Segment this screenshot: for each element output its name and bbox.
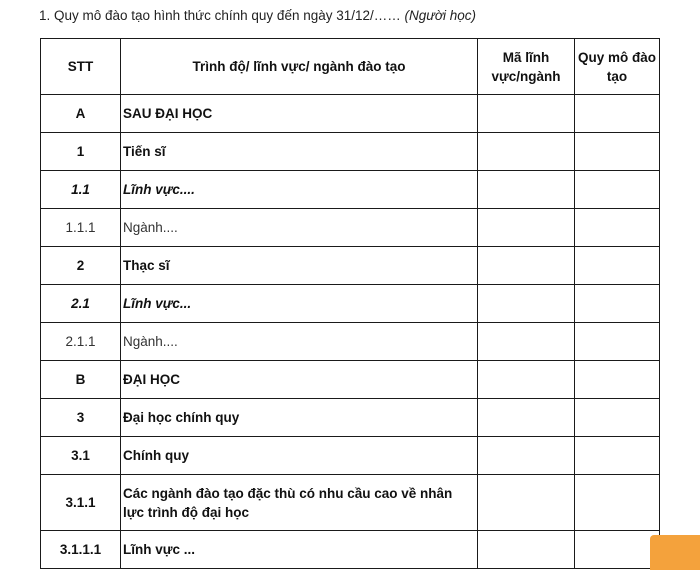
row-code-cell <box>478 133 575 171</box>
row-program-name: Tiến sĩ <box>121 133 478 171</box>
row-stt: 3.1.1 <box>41 475 121 531</box>
row-program-name: Lĩnh vực... <box>121 285 478 323</box>
row-stt: 3.1 <box>41 437 121 475</box>
table-row <box>41 285 660 323</box>
header-scale: Quy mô đào tạo <box>575 39 660 95</box>
header-stt: STT <box>41 39 121 95</box>
row-scale-cell <box>575 361 660 399</box>
row-stt: 3 <box>41 399 121 437</box>
row-scale-cell <box>575 95 660 133</box>
row-code-cell <box>478 209 575 247</box>
table-row <box>41 361 660 399</box>
table-row <box>41 171 660 209</box>
row-stt: 1 <box>41 133 121 171</box>
row-scale-cell <box>575 531 660 569</box>
scroll-to-top-button[interactable] <box>650 535 700 570</box>
row-code-cell <box>478 437 575 475</box>
row-code-cell <box>478 323 575 361</box>
row-program-name: Lĩnh vực ... <box>121 531 478 569</box>
table-row <box>41 399 660 437</box>
row-program-name: Thạc sĩ <box>121 247 478 285</box>
row-scale-cell <box>575 437 660 475</box>
heading-text: 1. Quy mô đào tạo hình thức chính quy đến ngày 31/12/…… <box>39 8 401 23</box>
heading-note: (Người học) <box>404 8 477 23</box>
row-code-cell <box>478 285 575 323</box>
table-header-row <box>41 39 660 95</box>
row-stt: 2.1 <box>41 285 121 323</box>
row-program-name: Lĩnh vực.... <box>121 171 478 209</box>
training-scale-table <box>40 38 660 569</box>
row-scale-cell <box>575 171 660 209</box>
row-program-name: Ngành.... <box>121 209 478 247</box>
row-code-cell <box>478 171 575 209</box>
row-scale-cell <box>575 399 660 437</box>
section-heading <box>39 8 476 23</box>
row-program-name: Chính quy <box>121 437 478 475</box>
row-scale-cell <box>575 285 660 323</box>
row-scale-cell <box>575 247 660 285</box>
table-row <box>41 95 660 133</box>
row-program-name: Các ngành đào tạo đặc thù có nhu cầu cao về nhân lực trình độ đại học <box>121 475 478 531</box>
row-scale-cell <box>575 209 660 247</box>
row-code-cell <box>478 361 575 399</box>
table-row <box>41 437 660 475</box>
table-row <box>41 531 660 569</box>
header-code: Mã lĩnh vực/ngành <box>478 39 575 95</box>
row-program-name: ĐẠI HỌC <box>121 361 478 399</box>
table-body <box>41 95 660 569</box>
row-program-name: Ngành.... <box>121 323 478 361</box>
table-row <box>41 475 660 531</box>
table-row <box>41 133 660 171</box>
row-stt: 1.1 <box>41 171 121 209</box>
row-scale-cell <box>575 475 660 531</box>
row-scale-cell <box>575 133 660 171</box>
table-row <box>41 247 660 285</box>
row-stt: 2.1.1 <box>41 323 121 361</box>
row-code-cell <box>478 475 575 531</box>
row-stt: 2 <box>41 247 121 285</box>
table-row <box>41 323 660 361</box>
row-code-cell <box>478 95 575 133</box>
row-program-name: SAU ĐẠI HỌC <box>121 95 478 133</box>
row-stt: 3.1.1.1 <box>41 531 121 569</box>
row-scale-cell <box>575 323 660 361</box>
header-program: Trình độ/ lĩnh vực/ ngành đào tạo <box>121 39 478 95</box>
table-row <box>41 209 660 247</box>
row-program-name: Đại học chính quy <box>121 399 478 437</box>
row-stt: 1.1.1 <box>41 209 121 247</box>
row-stt: B <box>41 361 121 399</box>
row-code-cell <box>478 531 575 569</box>
row-code-cell <box>478 399 575 437</box>
row-code-cell <box>478 247 575 285</box>
row-stt: A <box>41 95 121 133</box>
